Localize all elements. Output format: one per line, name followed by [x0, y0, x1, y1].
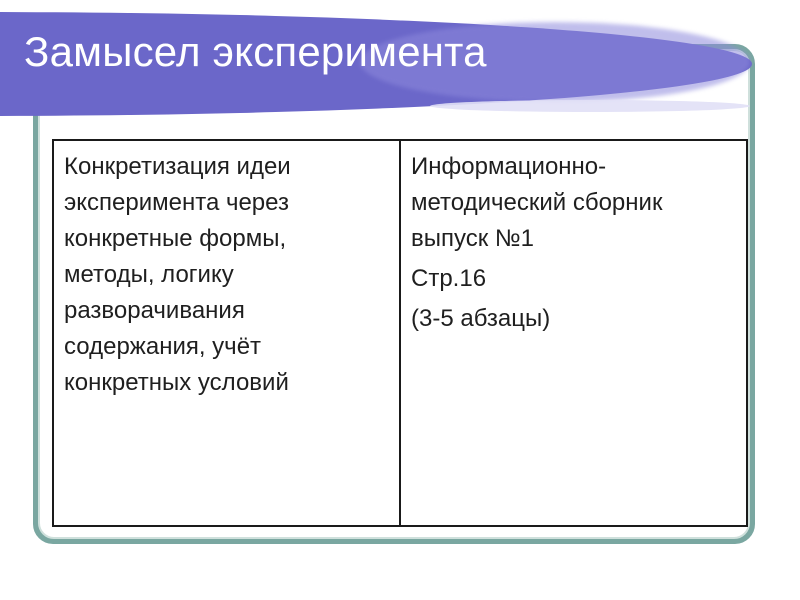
- right-cell-line: методический сборник: [411, 189, 663, 216]
- left-cell-line: методы, логику: [64, 261, 234, 288]
- right-cell-line: Информационно-: [411, 153, 607, 180]
- content-table: [52, 139, 748, 527]
- slide-title: Замысел эксперимента: [24, 28, 487, 75]
- left-cell-line: конкретные формы,: [64, 225, 287, 252]
- page-reference: Стр.16: [411, 265, 487, 292]
- right-cell-line: выпуск №1: [411, 225, 534, 252]
- left-cell-line: содержания, учёт: [64, 333, 262, 360]
- title-banner-underline: [430, 100, 750, 112]
- table-cell-left: [54, 141, 401, 525]
- table-cell-right: [401, 141, 746, 525]
- left-cell-line: конкретных условий: [64, 369, 289, 396]
- paragraph-reference: (3-5 абзацы): [411, 305, 551, 332]
- left-cell-line: эксперимента через: [64, 189, 289, 216]
- left-cell-line: Конкретизация идеи: [64, 153, 291, 180]
- left-cell-line: разворачивания: [64, 297, 245, 324]
